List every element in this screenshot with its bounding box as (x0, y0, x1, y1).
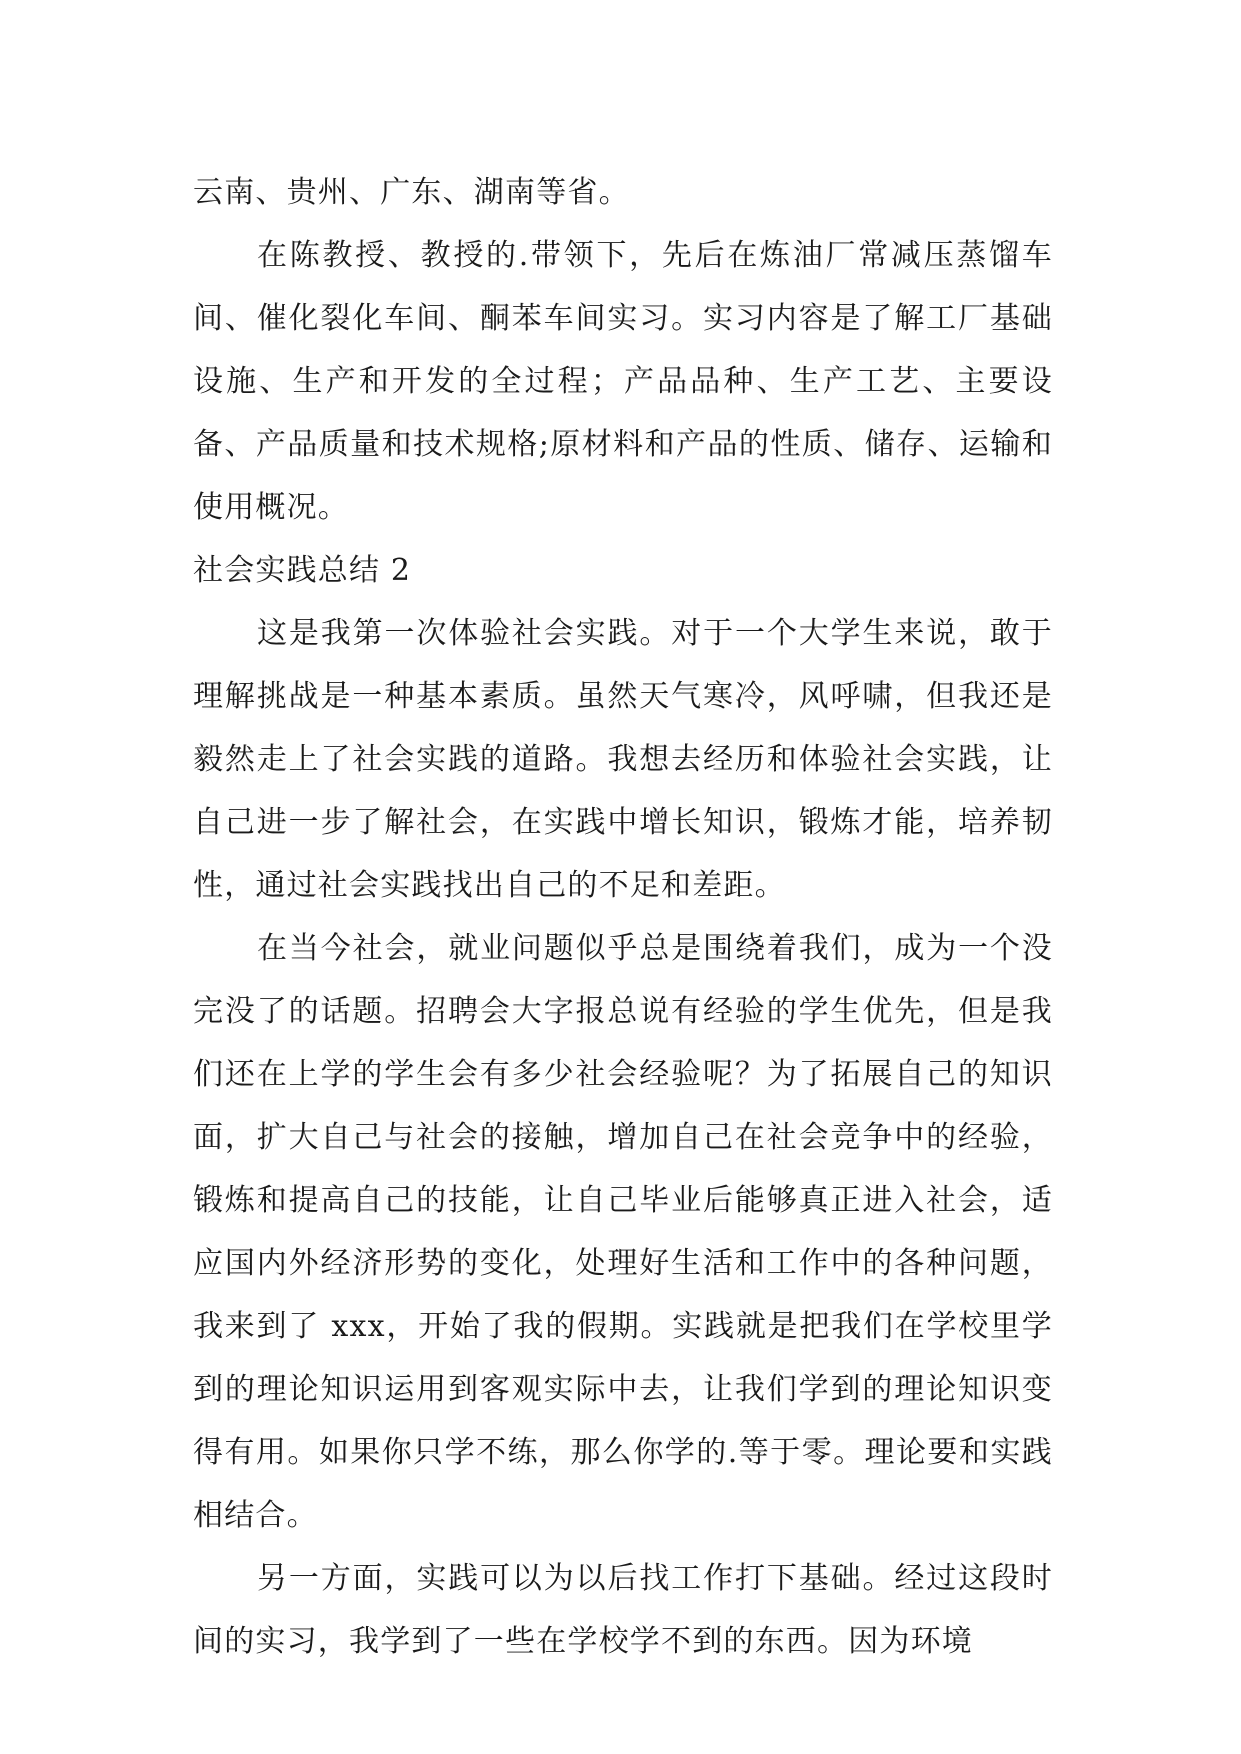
paragraph-internship: 在陈教授、教授的.带领下，先后在炼油厂常减压蒸馏车间、催化裂化车间、酮苯车间实习。实习内容是了解工厂基础设施、生产和开发的全过程；产品品种、生产工艺、主要设备、产品质量和技术规格;原材料和产品的性质、储存、运输和使用概况。 (193, 238, 1053, 525)
paragraph-first-experience: 这是我第一次体验社会实践。对于一个大学生来说，敢于理解挑战是一种基本素质。虽然天气寒冷，风呼啸，但我还是毅然走上了社会实践的道路。我想去经历和体验社会实践，让自己进一步了解社会，在实践中增长知识，锻炼才能，培养韧性，通过社会实践找出自己的不足和差距。 (193, 616, 1053, 903)
paragraph-foundation: 另一方面，实践可以为以后找工作打下基础。经过这段时间的实习，我学到了一些在学校学不到的东西。因为环境 (193, 1561, 1053, 1659)
paragraph-employment: 在当今社会，就业问题似乎总是围绕着我们，成为一个没完没了的话题。招聘会大字报总说有经验的学生优先，但是我们还在上学的学生会有多少社会经验呢？为了拓展自己的知识面，扩大自己与社会的接触，增加自己在社会竞争中的经验，锻炼和提高自己的技能，让自己毕业后能够真正进入社会，适应国内外经济形势的变化，处理好生活和工作中的各种问题，我来到了 xxx，开始了我的假期。实践就是把我们在学校里学到的理论知识运用到客观实际中去，让我们学到的理论知识变得有用。如果你只学不练，那么你学的.等于零。理论要和实践相结合。 (193, 931, 1053, 1533)
paragraph-continuation: 云南、贵州、广东、湖南等省。 (193, 175, 630, 210)
section-heading: 社会实践总结 2 (193, 553, 412, 588)
document-body (193, 161, 1053, 1673)
